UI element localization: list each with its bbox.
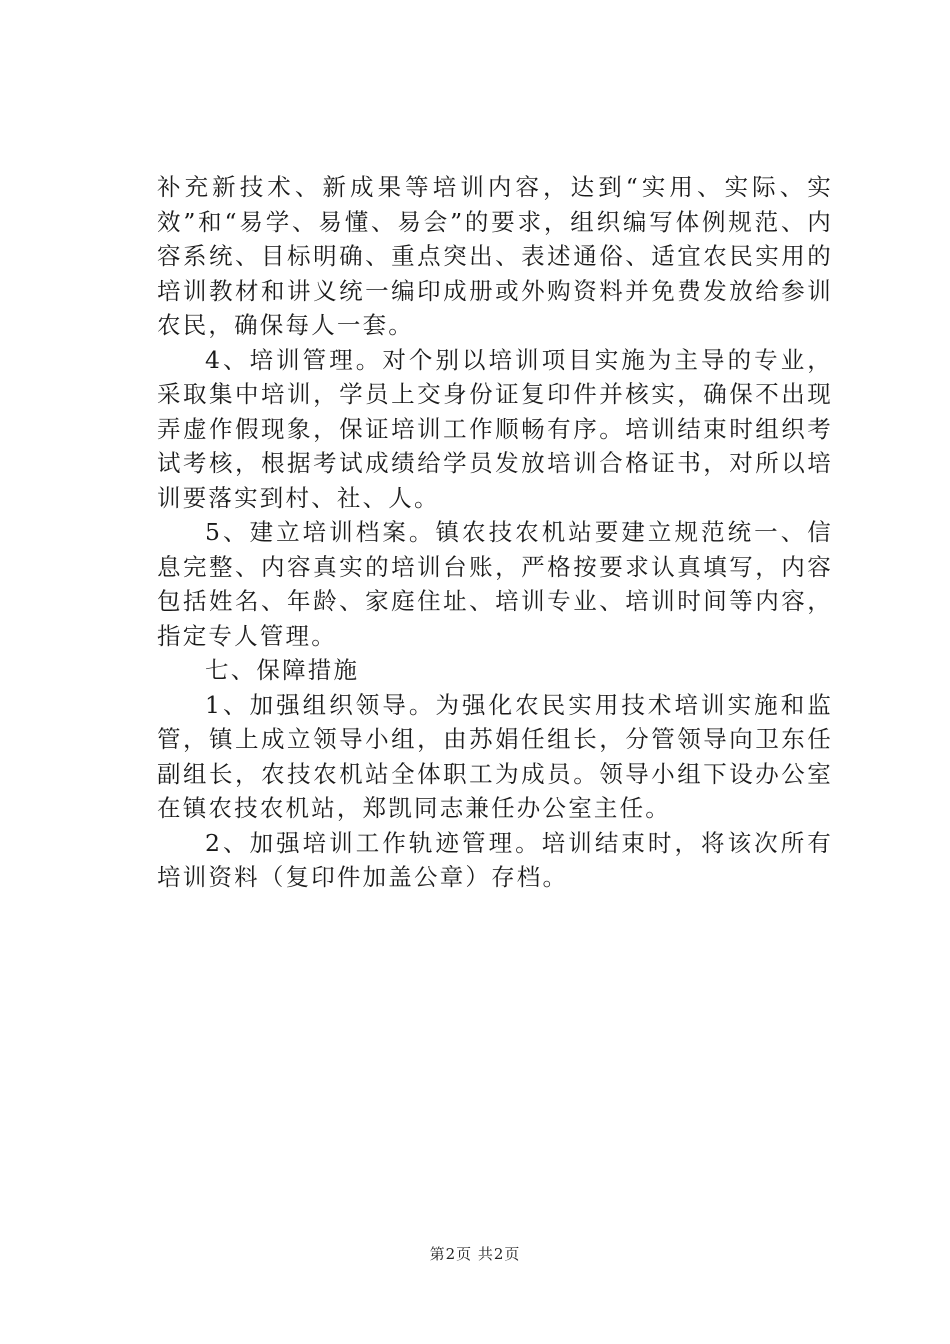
section-heading: 七、保障措施 <box>205 656 360 684</box>
body-paragraph: 4、培训管理。对个别以培训项目实施为主导的专业，采取集中培训，学员上交身份证复印件并核实，确保不出现弄虚作假现象，保证培训工作顺畅有序。培训结束时组织考试考核，根据考试成绩给学员发放培训合格证书，对所以培训要落实到村、社、人。 <box>157 345 833 512</box>
body-paragraph: 补充新技术、新成果等培训内容，达到“实用、实际、实效”和“易学、易懂、易会”的要求，组织编写体例规范、内容系统、目标明确、重点突出、表述通俗、适宜农民实用的培训教材和讲义统一编印成册或外购资料并免费发放给参训农民，确保每人一套。 <box>157 173 833 339</box>
page-number-footer: 第2页 共2页 <box>429 1245 521 1263</box>
document-body <box>157 170 833 895</box>
body-paragraph: 2、加强培训工作轨迹管理。培训结束时，将该次所有培训资料（复印件加盖公章）存档。 <box>157 828 833 891</box>
body-paragraph: 5、建立培训档案。镇农技农机站要建立规范统一、信息完整、内容真实的培训台账，严格按要求认真填写，内容包括姓名、年龄、家庭住址、培训专业、培训时间等内容，指定专人管理。 <box>157 518 833 650</box>
body-paragraph: 1、加强组织领导。为强化农民实用技术培训实施和监管，镇上成立领导小组，由苏娟任组长，分管领导向卫东任副组长，农技农机站全体职工为成员。领导小组下设办公室在镇农技农机站，郑凯同志兼任办公室主任。 <box>157 690 833 822</box>
